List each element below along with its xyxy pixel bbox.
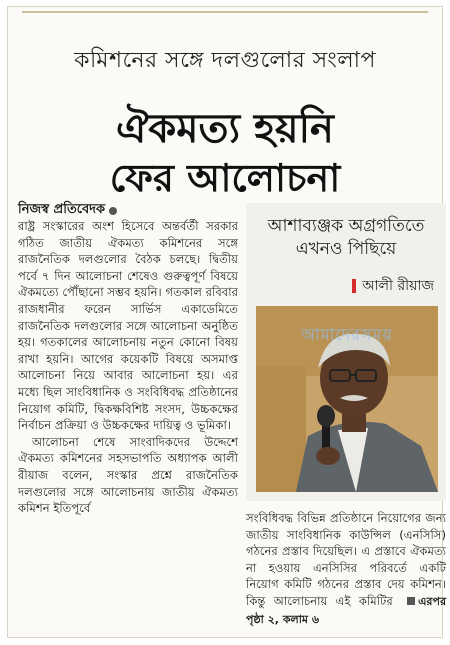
article-column-2 xyxy=(246,510,446,628)
author-marker-icon xyxy=(352,279,356,293)
headline-line-1: ঐকমত্য হয়নি xyxy=(116,105,334,152)
continuation-text: এরপর পৃষ্ঠা ২, কলাম ৬ xyxy=(246,594,446,626)
headline-line-2: ফের আলোচনা xyxy=(109,155,341,200)
sidebar-box xyxy=(246,203,446,501)
col2-text: সংবিধিবদ্ধ বিভিন্ন প্রতিষ্ঠানে নিয়োগের জন্য জাতীয় সাংবিধানিক কাউন্সিল (এনসিসি) গঠনের প্রস্তাব দিয়েছিল। এ প্রস্তাবে ঐকমত্য না হওয়ায় এনসিসির পরিবর্তে একটি নিয়োগ কমিটি গঠনের প্রস্তাব দেয় কমিশন। কিন্তু আলোচনায় এই কমিটির xyxy=(246,511,446,608)
sidebar-author xyxy=(352,274,434,298)
byline-text: নিজস্ব প্রতিবেদক xyxy=(18,202,106,217)
body-paragraph-1: রাষ্ট্র সংস্কারের অংশ হিসেবে অন্তর্বর্তী সরকার গঠিত জাতীয় ঐকমত্য কমিশনের সঙ্গে রাজনৈতিক দলগুলোর বৈঠক চলছে। দ্বিতীয় পর্বে ৭ দিন আলোচনা শেষেও গুরুত্বপূর্ণ বিষয়ে ঐকমত্যে পৌঁছানো সম্ভব হয়নি। গতকাল রবিবার রাজধানীর ফরেন সার্ভিস একাডেমিতে রাজনৈতিক দলগুলোর সঙ্গে আলোচনা অনুষ্ঠিত হয়। গতকালের আলোচনায় নতুন কোনো বিষয় রাখা হয়নি। আগের কয়েকটি বিষয়ে অসমাপ্ত আলোচনা নিয়ে আবার আলোচনা হয়। এর মধ্যে ছিল সাংবিধানিক ও সংবিধিবদ্ধ প্রতিষ্ঠানের নিয়োগ কমিটি, দ্বিকক্ষবিশিষ্ট সংসদ, উচ্চকক্ষের নির্বাচন প্রক্রিয়া ও উচ্চকক্ষের দায়িত্ব ও ভূমিকা। xyxy=(18,219,238,433)
kicker: কমিশনের সঙ্গে দলগুলোর সংলাপ xyxy=(74,48,376,73)
sidebar-author-name: আলী রীয়াজ xyxy=(362,278,434,294)
sidebar-title: আশাব্যঞ্জক অগ্রগতিতে এখনও পিছিয়ে xyxy=(267,216,425,259)
news-clipping xyxy=(7,6,446,638)
article-column-1 xyxy=(18,218,238,517)
col2-paragraph xyxy=(246,510,446,628)
author-photo xyxy=(256,306,438,492)
body-paragraph-2: আলোচনা শেষে সাংবাদিকদের উদ্দেশে ঐকমত্য কমিশনের সহসভাপতি অধ্যাপক আলী রীয়াজ বলেন, সংস্কার প্রশ্নে রাজনৈতিক দলগুলোর সঙ্গে আলোচনায় জাতীয় ঐকমত্য কমিশন ইতিপূর্বে xyxy=(18,434,238,516)
square-bullet-icon xyxy=(407,597,415,605)
top-rule xyxy=(22,11,428,13)
watermark: আমাদেরসময় xyxy=(301,325,393,344)
bullet-icon xyxy=(109,207,117,215)
